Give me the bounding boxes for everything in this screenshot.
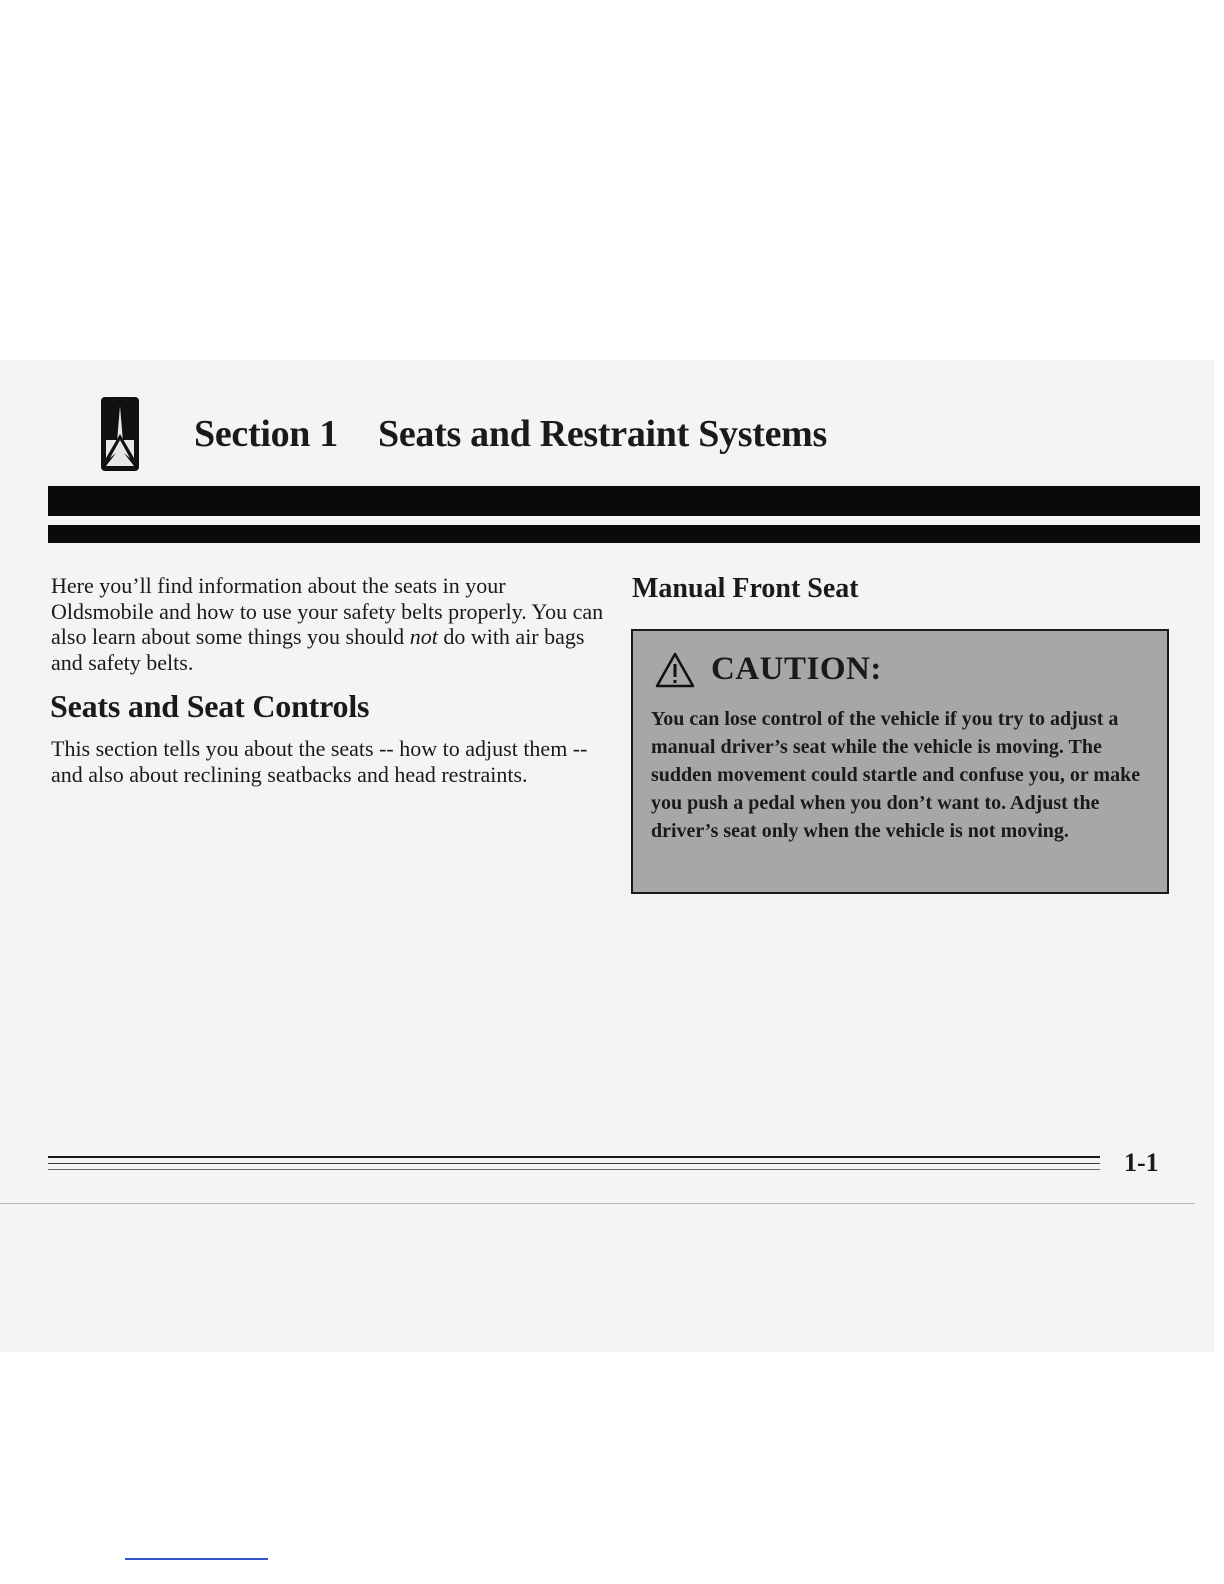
header-divider-bar — [48, 486, 1200, 516]
oldsmobile-rocket-logo-icon — [100, 396, 140, 472]
intro-text: Here you’ll find information about the seats in your Oldsmobile and how to use your safety belts properly. You can also learn about some things you should — [51, 573, 604, 649]
seats-controls-paragraph: This section tells you about the seats -- how to adjust them -- and also about reclining seatbacks and head restraints. — [51, 736, 588, 787]
section-label: Section 1 — [194, 413, 339, 455]
page-bottom-edge — [0, 1203, 1195, 1204]
caution-header — [655, 651, 882, 688]
caution-label: CAUTION: — [711, 651, 882, 687]
link-underline[interactable] — [125, 1558, 268, 1560]
intro-paragraph — [51, 573, 611, 675]
footer-rule-thin — [48, 1163, 1100, 1164]
section-title-text: Seats and Restraint Systems — [378, 413, 827, 455]
seats-controls-heading: Seats and Seat Controls — [50, 688, 370, 724]
page-title — [194, 412, 827, 456]
manual-front-seat-heading: Manual Front Seat — [632, 573, 859, 604]
intro-text-end: do with air bags and safety belts. — [51, 624, 585, 675]
caution-box — [631, 629, 1169, 894]
footer-rule-thin-lower — [48, 1169, 1100, 1170]
warning-triangle-icon — [655, 652, 695, 688]
caution-text: You can lose control of the vehicle if you try to adjust a manual driver’s seat while the vehicle is moving. The sudden movement could startle and confuse you, or make you push a pedal when you don’t want to. Adjust the driver’s seat only when the vehicle is not moving. — [651, 708, 1141, 842]
page-number: 1-1 — [1124, 1148, 1159, 1177]
intro-emphasis: not — [409, 624, 438, 649]
footer-rule — [48, 1156, 1100, 1158]
header-divider-bar-secondary — [48, 525, 1200, 543]
